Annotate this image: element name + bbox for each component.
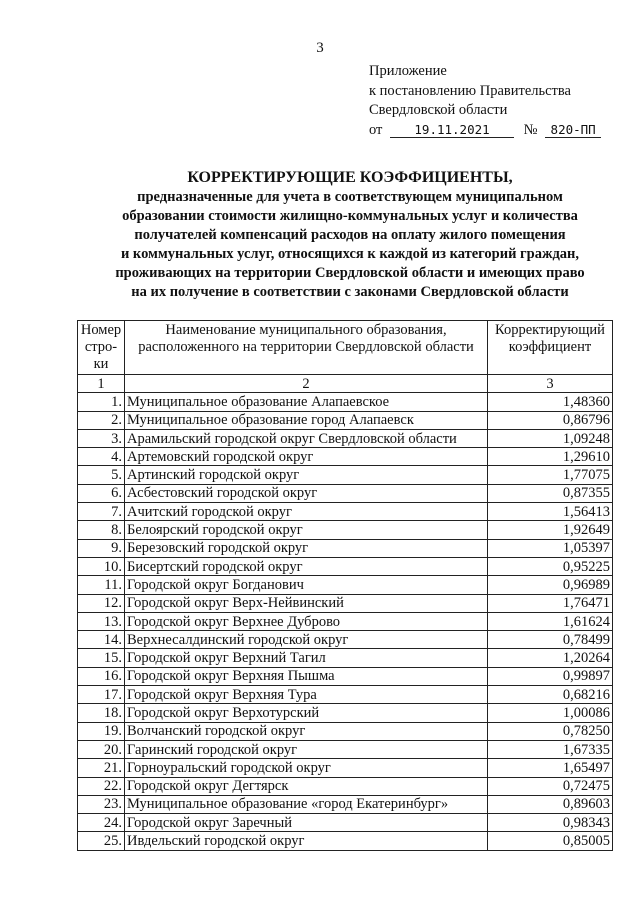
table-row — [78, 448, 613, 466]
subtitle-line: на их получение в соответствии с законами Свердловской области — [131, 284, 569, 300]
municipality-name: Ачитский городской округ — [125, 503, 488, 521]
table-row — [78, 832, 613, 850]
row-number: 3. — [78, 429, 125, 447]
row-number: 18. — [78, 704, 125, 722]
row-number: 6. — [78, 484, 125, 502]
header-num-line: Номер — [80, 322, 122, 338]
coefficient-value: 1,65497 — [488, 759, 613, 777]
row-number: 1. — [78, 393, 125, 411]
table-row — [78, 722, 613, 740]
table-header-row — [78, 321, 613, 375]
municipality-name: Городской округ Верхняя Тура — [125, 686, 488, 704]
table-row — [78, 539, 613, 557]
column-number: 1 — [78, 375, 125, 393]
table-row — [78, 484, 613, 502]
row-number: 4. — [78, 448, 125, 466]
coefficient-value: 1,05397 — [488, 539, 613, 557]
header-name-line: расположенного на территории Свердловской области — [138, 339, 474, 355]
row-number: 20. — [78, 740, 125, 758]
coefficient-value: 0,98343 — [488, 814, 613, 832]
coefficients-table — [77, 320, 613, 851]
table-row — [78, 466, 613, 484]
municipality-name: Муниципальное образование Алапаевское — [125, 393, 488, 411]
row-number: 5. — [78, 466, 125, 484]
coefficient-value: 1,00086 — [488, 704, 613, 722]
municipality-name: Городской округ Верхняя Пышма — [125, 667, 488, 685]
page-number: 3 — [316, 40, 324, 56]
table-row — [78, 594, 613, 612]
header-coef-line: коэффициент — [508, 339, 592, 355]
table-row — [78, 557, 613, 575]
column-number: 2 — [125, 375, 488, 393]
municipality-name: Городской округ Верхотурский — [125, 704, 488, 722]
coefficient-value: 1,77075 — [488, 466, 613, 484]
header-coef-line: Корректирующий — [495, 322, 605, 338]
table-row — [78, 686, 613, 704]
table-row — [78, 576, 613, 594]
row-number: 19. — [78, 722, 125, 740]
table-row — [78, 667, 613, 685]
appendix-line-1: Приложение — [369, 63, 447, 79]
coefficient-value: 1,61624 — [488, 612, 613, 630]
municipality-name: Артемовский городской округ — [125, 448, 488, 466]
table-row — [78, 814, 613, 832]
row-number: 22. — [78, 777, 125, 795]
table-row — [78, 649, 613, 667]
row-number: 24. — [78, 814, 125, 832]
coefficient-value: 0,85005 — [488, 832, 613, 850]
row-number: 16. — [78, 667, 125, 685]
municipality-name: Ивдельский городской округ — [125, 832, 488, 850]
coefficient-value: 0,89603 — [488, 795, 613, 813]
coefficient-value: 0,96989 — [488, 576, 613, 594]
table-row — [78, 704, 613, 722]
decree-number: 820-ПП — [545, 122, 601, 138]
header-row-number — [78, 321, 125, 375]
title-main: КОРРЕКТИРУЮЩИЕ КОЭФФИЦИЕНТЫ, — [187, 169, 513, 186]
header-municipality — [125, 321, 488, 375]
municipality-name: Муниципальное образование «город Екатеринбург» — [125, 795, 488, 813]
document-title — [60, 168, 640, 302]
table-row — [78, 740, 613, 758]
appendix-line-3: Свердловской области — [369, 102, 508, 118]
municipality-name: Городской округ Верхний Тагил — [125, 649, 488, 667]
table-row — [78, 631, 613, 649]
header-name-line: Наименование муниципального образования, — [165, 322, 447, 338]
municipality-name: Гаринский городской округ — [125, 740, 488, 758]
coefficient-value: 1,92649 — [488, 521, 613, 539]
number-label: № — [523, 121, 538, 138]
row-number: 10. — [78, 557, 125, 575]
municipality-name: Волчанский городской округ — [125, 722, 488, 740]
coefficient-value: 1,09248 — [488, 429, 613, 447]
table-row — [78, 759, 613, 777]
municipality-name: Бисертский городской округ — [125, 557, 488, 575]
row-number: 25. — [78, 832, 125, 850]
row-number: 23. — [78, 795, 125, 813]
table-row — [78, 612, 613, 630]
coefficient-value: 0,95225 — [488, 557, 613, 575]
coefficient-value: 1,67335 — [488, 740, 613, 758]
municipality-name: Городской округ Богданович — [125, 576, 488, 594]
coefficient-value: 0,87355 — [488, 484, 613, 502]
coefficient-value: 1,48360 — [488, 393, 613, 411]
municipality-name: Городской округ Верх-Нейвинский — [125, 594, 488, 612]
row-number: 2. — [78, 411, 125, 429]
appendix-line-2: к постановлению Правительства — [369, 82, 571, 99]
row-number: 11. — [78, 576, 125, 594]
municipality-name: Белоярский городской округ — [125, 521, 488, 539]
municipality-name: Артинский городской округ — [125, 466, 488, 484]
coefficient-value: 0,86796 — [488, 411, 613, 429]
table-row — [78, 777, 613, 795]
appendix-date-line — [369, 121, 601, 141]
municipality-name: Березовский городской округ — [125, 539, 488, 557]
coefficient-value: 0,72475 — [488, 777, 613, 795]
coefficient-value: 0,68216 — [488, 686, 613, 704]
decree-date: 19.11.2021 — [390, 122, 514, 138]
table-row — [78, 795, 613, 813]
subtitle-line: предназначенные для учета в соответствующем муниципальном — [137, 189, 563, 205]
municipality-name: Асбестовский городской округ — [125, 484, 488, 502]
table-body — [78, 393, 613, 850]
from-label: от — [369, 121, 383, 138]
row-number: 13. — [78, 612, 125, 630]
coefficient-value: 0,99897 — [488, 667, 613, 685]
subtitle-line: и коммунальных услуг, относящихся к каждой из категорий граждан, — [120, 246, 580, 262]
subtitle-line: получателей компенсаций расходов на оплату жилого помещения — [134, 227, 566, 243]
row-number: 17. — [78, 686, 125, 704]
municipality-name: Городской округ Верхнее Дуброво — [125, 612, 488, 630]
column-number: 3 — [488, 375, 613, 393]
table-row — [78, 393, 613, 411]
table-row — [78, 411, 613, 429]
municipality-name: Верхнесалдинский городской округ — [125, 631, 488, 649]
municipality-name: Арамильский городской округ Свердловской области — [125, 429, 488, 447]
coefficient-value: 1,76471 — [488, 594, 613, 612]
municipality-name: Муниципальное образование город Алапаевск — [125, 411, 488, 429]
coefficient-value: 1,20264 — [488, 649, 613, 667]
municipality-name: Горноуральский городской округ — [125, 759, 488, 777]
coefficient-value: 0,78499 — [488, 631, 613, 649]
municipality-name: Городской округ Дегтярск — [125, 777, 488, 795]
table-row — [78, 521, 613, 539]
table-row — [78, 429, 613, 447]
header-num-line: ки — [93, 356, 109, 372]
table-row — [78, 503, 613, 521]
coefficient-value: 0,78250 — [488, 722, 613, 740]
subtitle-line: проживающих на территории Свердловской области и имеющих право — [115, 265, 585, 281]
header-coefficient — [488, 321, 613, 375]
row-number: 7. — [78, 503, 125, 521]
coefficient-value: 1,29610 — [488, 448, 613, 466]
appendix-block — [369, 62, 601, 140]
municipality-name: Городской округ Заречный — [125, 814, 488, 832]
row-number: 8. — [78, 521, 125, 539]
column-number-row — [78, 375, 613, 393]
row-number: 21. — [78, 759, 125, 777]
header-num-line: стро- — [84, 339, 118, 355]
coefficient-value: 1,56413 — [488, 503, 613, 521]
subtitle-line: образовании стоимости жилищно-коммунальных услуг и количества — [122, 208, 578, 224]
row-number: 9. — [78, 539, 125, 557]
row-number: 15. — [78, 649, 125, 667]
row-number: 12. — [78, 594, 125, 612]
row-number: 14. — [78, 631, 125, 649]
